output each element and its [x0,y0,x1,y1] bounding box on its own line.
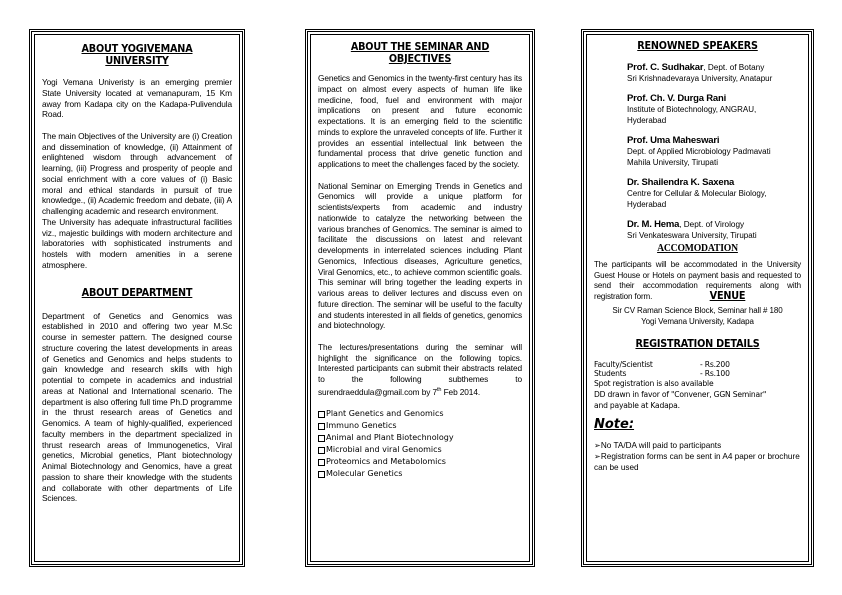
fee-amount: - Rs.200 [700,359,730,369]
speaker-name: Dr. Shailendra K. Saxena [627,177,735,188]
venue-line-2: Yogi Vemana University, Kadapa [641,317,754,327]
submission-deadline: Feb 2014. [441,386,481,397]
checkbox-icon [318,423,325,430]
panel-speakers-details-inner [586,34,809,562]
subtheme-label: Proteomics and Metabolomics [326,457,446,467]
fee-amount: - Rs.100 [700,369,730,379]
speaker-entry [594,62,801,84]
panel-about-university-inner [34,34,240,562]
fee-row [594,360,801,370]
speaker-name: Dr. M. Hema [627,219,680,230]
panel-seminar-objectives-inner [310,34,530,562]
checkbox-icon [318,435,325,442]
heading-seminar-objectives: ABOUT THE SEMINAR AND OBJECTIVES [350,41,490,65]
speaker-entry [594,93,801,126]
subtheme-label: Molecular Genetics [326,469,403,479]
subtheme-item [318,444,522,456]
speaker-affiliation: Dept. of Applied Microbiology Padmavati Mahila University, Tirupati [627,147,771,167]
heading-accommodation: ACCOMODATION [657,243,738,254]
subtheme-label: Microbial and viral Genomics [326,445,442,455]
speaker-entry [594,219,801,241]
subtheme-item [318,456,522,468]
spot-registration: Spot registration is also available [594,379,714,389]
accommodation-text: The participants will be accommodated in the University Guest House or Hotels on payment basis and requested to send their accommodation requirements along with registration form. [594,260,801,301]
checkbox-icon [318,459,325,466]
subtheme-item [318,408,522,420]
heading-about-department: ABOUT DEPARTMENT [81,286,193,299]
dd-line-2: and payable at Kadapa. [594,401,680,411]
fee-category: Faculty/Scientist [594,359,653,369]
heading-registration: REGISTRATION DETAILS [635,337,760,350]
dd-line-1: DD drawn in favor of "Convener, GGN Seminar" [594,389,767,399]
heading-about-university: ABOUT YOGIVEMANA UNIVERSITY [81,43,193,67]
speaker-affiliation: Centre for Cellular & Molecular Biology, Hyderabad [627,189,767,209]
speaker-dept: , Dept. of Virology [679,220,745,229]
checkbox-icon [318,411,325,418]
note-title: Note: [594,416,635,432]
speaker-affiliation: Institute of Biotechnology, ANGRAU, Hyderabad [627,105,757,125]
subtheme-item [318,468,522,480]
subtheme-label: Animal and Plant Biotechnology [326,433,454,443]
heading-renowned-speakers: RENOWNED SPEAKERS [637,40,758,52]
subtheme-label: Immuno Genetics [326,421,397,431]
speaker-affiliation: Sri Venkateswara University, Tirupati [627,231,757,240]
fee-row [594,369,801,379]
subtheme-label: Plant Genetics and Genomics [326,409,444,419]
university-objectives: The main Objectives of the University are (i) Creation and dissemination of knowledge, (ii) Attainment of enlightened wisdom through advancement of learning, (iii) Progress and prosperity of people and social enrichment with a core values of (i) Basic moral and ethical standards in pursuit of true knowledge., (ii) Academic freedom and debate, (iii) A challenging academic and research environment. [42,130,232,216]
checkbox-icon [318,447,325,454]
seminar-description: National Seminar on Emerging Trends in Genetics and Genomics will provide a unique platform for scientists/experts from academic and industry nationwide to catalyze the networking between the various branches of Genomics. The seminar is aimed to facilitate the discussions on latest and relevant developments in interrelated sciences including Plant Genomics, Infectious diseases, Agriculture genetics, Viral Genomics, etc., to achieve common scientific goals. This seminar will bring together the leading experts in various areas to deliver lectures and discuss even on future direction. The seminar will be useful to the faculty and students interested in all fields of genetics, genomics and biotechnology. [318,180,522,331]
fee-category: Students [594,369,627,379]
registration-fees [594,360,801,411]
submission-text: The lectures/presentations during the seminar will highlight the significance on the following topics. Interested participants can submit their abstracts related to the following subthemes to surendraeddula@gmail.com by 7 [318,341,522,397]
university-infrastructure: The University has adequate infrastructural facilities viz., majestic buildings with modern architecture and laboratories with sophisticated instruments and hostels with modern amenities in a serene atmosphere. [42,216,232,270]
speaker-entry [594,177,801,210]
note-item [594,451,801,473]
seminar-intro: Genetics and Genomics in the twenty-first century has its impact on almost every aspects of human life like medicine, food, fuel and environment with major implications on present and future economic expectations. It is an emerging field to the scientific minds to explore the unraveled concepts of life. Further it provides an essential intellectual link between the fundamental process that drive genetic function and applications to meet the challenges faced by the society. [318,73,522,169]
subthemes-list [318,408,522,480]
department-description: Department of Genetics and Genomics was established in 2010 and offering two year M.Sc course in semester pattern. The designed course structure covering the latest developments in areas of Genetics and Genomics and helps students to gain knowledge and research skills with high potential to compete in academics and industrial areas at National and International scenario. The department is also offering full time Ph.D programme in the thrust research areas of Genetics and Genomics. A team of highly-qualified, experienced faculty members in the department specialized in thrust research areas of Immunogenetics, Viral genetics, Microbial genetics, Plant biotechnology Animal Biotechnology and Genomics, have a great passion to share their knowledge with the students and collaborate with other departments of Life Sciences. [42,310,232,504]
university-intro: Yogi Vemana Univeristy is an emerging premier State University located at vemanapuram, 15 Km away from Kadapa city on the Kadapa-Pulivendula Road. [42,77,232,120]
arrow-bullet-icon: ➢ [594,451,601,461]
speaker-name: Prof. C. Sudhakar [627,62,704,73]
arrow-bullet-icon: ➢ [594,440,601,450]
subtheme-item [318,432,522,444]
subtheme-item [318,420,522,432]
panel-about-university [29,29,245,567]
speaker-affiliation: Sri Krishnadevaraya University, Anatapur [627,74,773,83]
speaker-dept: , Dept. of Botany [703,63,765,72]
speaker-name: Prof. Ch. V. Durga Rani [627,93,727,104]
panel-speakers-details [581,29,814,567]
panel-seminar-objectives [305,29,535,567]
note-text: No TA/DA will paid to participants [600,440,722,450]
speaker-entry [594,135,801,168]
heading-venue: VENUE [709,290,746,303]
note-text: Registration forms can be sent in A4 paper or brochure can be used [594,451,800,472]
checkbox-icon [318,471,325,478]
venue-line-1: Sir CV Raman Science Block, Seminar hall # 180 [612,306,783,316]
speaker-name: Prof. Uma Maheswari [627,135,720,146]
note-item [594,440,801,451]
seminar-submission [318,342,522,398]
date-suffix: th [436,386,442,393]
